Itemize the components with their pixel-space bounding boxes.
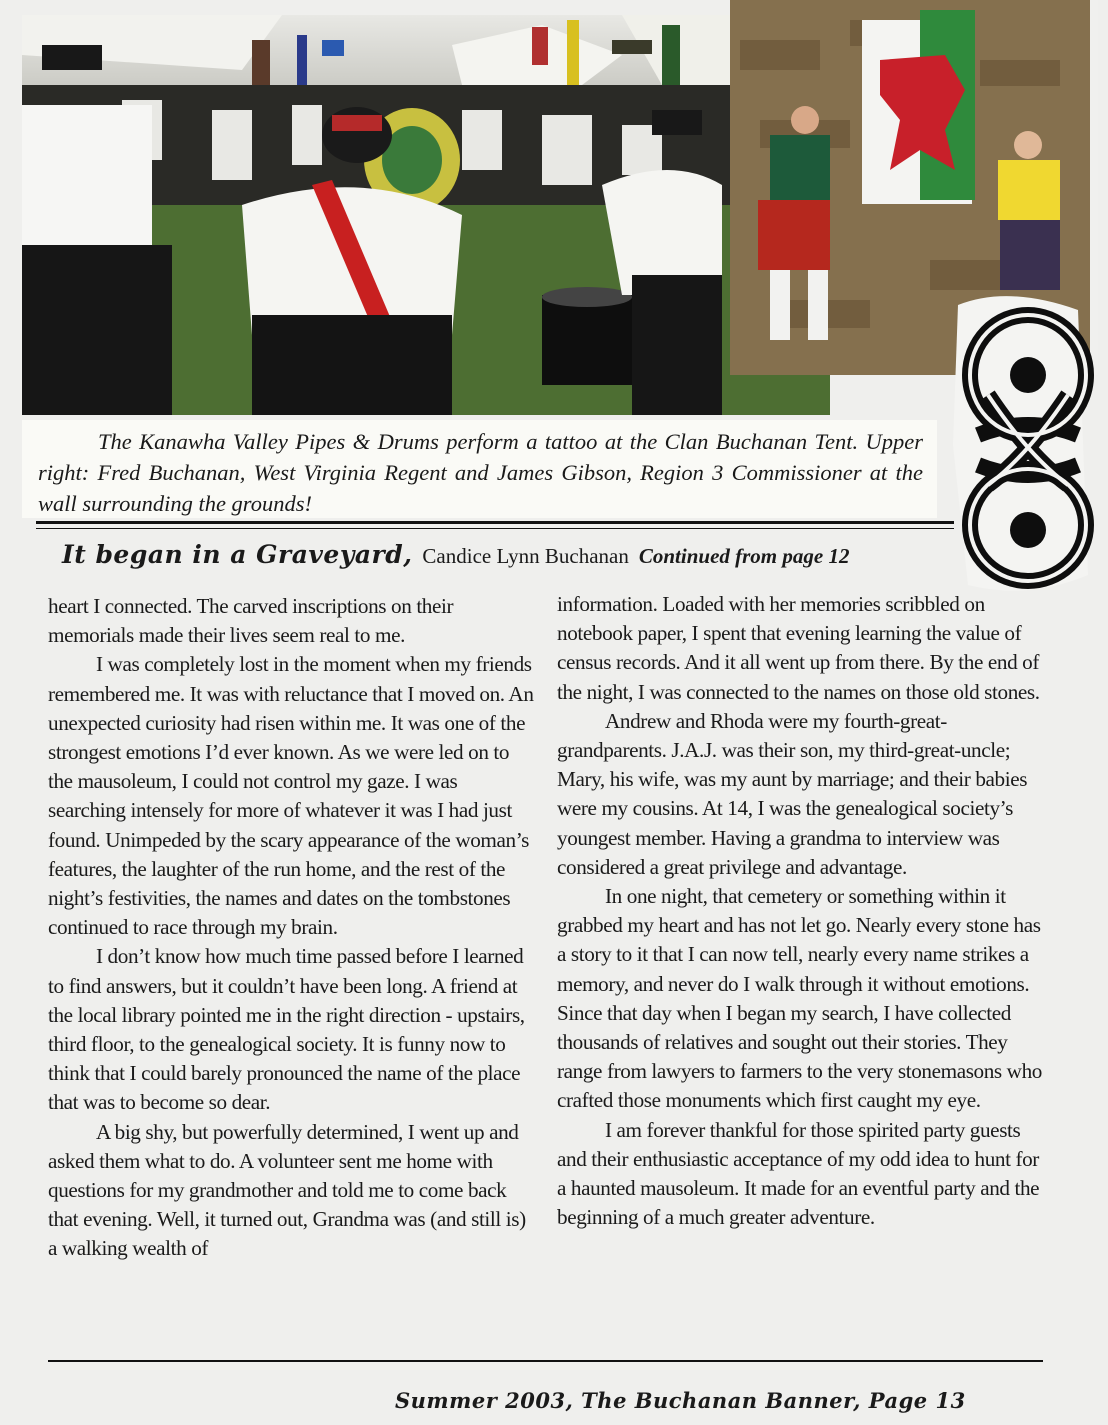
paragraph: Andrew and Rhoda were my fourth-great-grandparents. J.A.J. was their son, my third-great-uncle; Mary, his wife, was my aunt by marriage; and their babies were my cousins. At 14, I was the genealogical society’s youngest member. Having a grandma to interview was considered a great privilege and advantage. — [557, 708, 1028, 879]
paragraph: In one night, that cemetery or something within it grabbed my heart and has not let go. Nearly every stone has a story to it that I can now tell, nearly every name strikes a memory, and never do I walk through it without emotions. Since that day when I began my search, I have collected thousands of relatives and sought out their stories. They range from lawyers to farmers to the very stonemasons who crafted those monuments which first caught my eye. — [557, 884, 1042, 1113]
article-left-column — [48, 592, 536, 1264]
paragraph: I am forever thankful for those spirited party guests and their enthusiastic acceptance of my odd idea to hunt for a haunted mausoleum. It made for an eventful party and the beginning of a much greater adventure. — [557, 1117, 1040, 1230]
page-footer: Summer 2003, The Buchanan Banner, Page 13 — [395, 1388, 966, 1413]
caption-rule-thin — [36, 528, 954, 529]
article-right-column — [557, 590, 1045, 1232]
paragraph: A big shy, but powerfully determined, I went up and asked them what to do. A volunteer sent me home with questions for my grandmother and told me to come back that evening. Well, it turned out, Grandma was (and still is) a walking wealth of — [48, 1119, 526, 1261]
paragraph: I was completely lost in the moment when my friends remembered me. It was with reluctance that I moved on. An unexpected curiosity had risen within me. It was one of the strongest emotions I’d ever known. As we were led on to the mausoleum, I could not control my gaze. I was searching intensely for more of whatever it was I had just found. Unimpeded by the scary appearance of the woman’s features, the laughter of the run home, and the rest of the night’s festivities, the names and dates on the tombstones continued to race through my brain. — [48, 652, 534, 940]
paragraph: information. Loaded with her memories scribbled on notebook paper, I spent that evening learning the value of census records. And it all went up from there. By the end of the night, I was connected to the names on those old stones. — [557, 592, 1040, 704]
paragraph: heart I connected. The carved inscriptions on their memorials made their lives seem real to me. — [48, 594, 454, 648]
pipe-band-photo-drawing — [22, 15, 830, 415]
pipe-band-photo — [22, 15, 830, 415]
photo-caption-box — [22, 420, 937, 518]
celtic-knot-icon — [948, 285, 1108, 595]
article-author: Candice Lynn Buchanan — [422, 544, 629, 568]
caption-rule-thick — [36, 521, 954, 524]
photo-caption: The Kanawha Valley Pipes & Drums perform a tattoo at the Clan Buchanan Tent. Upper right: Fred Buchanan, West Virginia Regent and James Gibson, Region 3 Commissioner at the wall surrounding the grounds! — [38, 429, 923, 516]
article-title: It began in a Graveyard, — [62, 540, 413, 569]
paragraph: I don’t know how much time passed before I learned to find answers, but it couldn’t have been long. A friend at the local library pointed me in the right direction - upstairs, third floor, to the genealogical society. It is funny now to think that I could barely pronounced the name of the place that was to become so dear. — [48, 944, 525, 1115]
continued-note: Continued from page 12 — [638, 544, 850, 568]
footer-rule — [48, 1360, 1043, 1362]
article-headline — [62, 540, 942, 580]
